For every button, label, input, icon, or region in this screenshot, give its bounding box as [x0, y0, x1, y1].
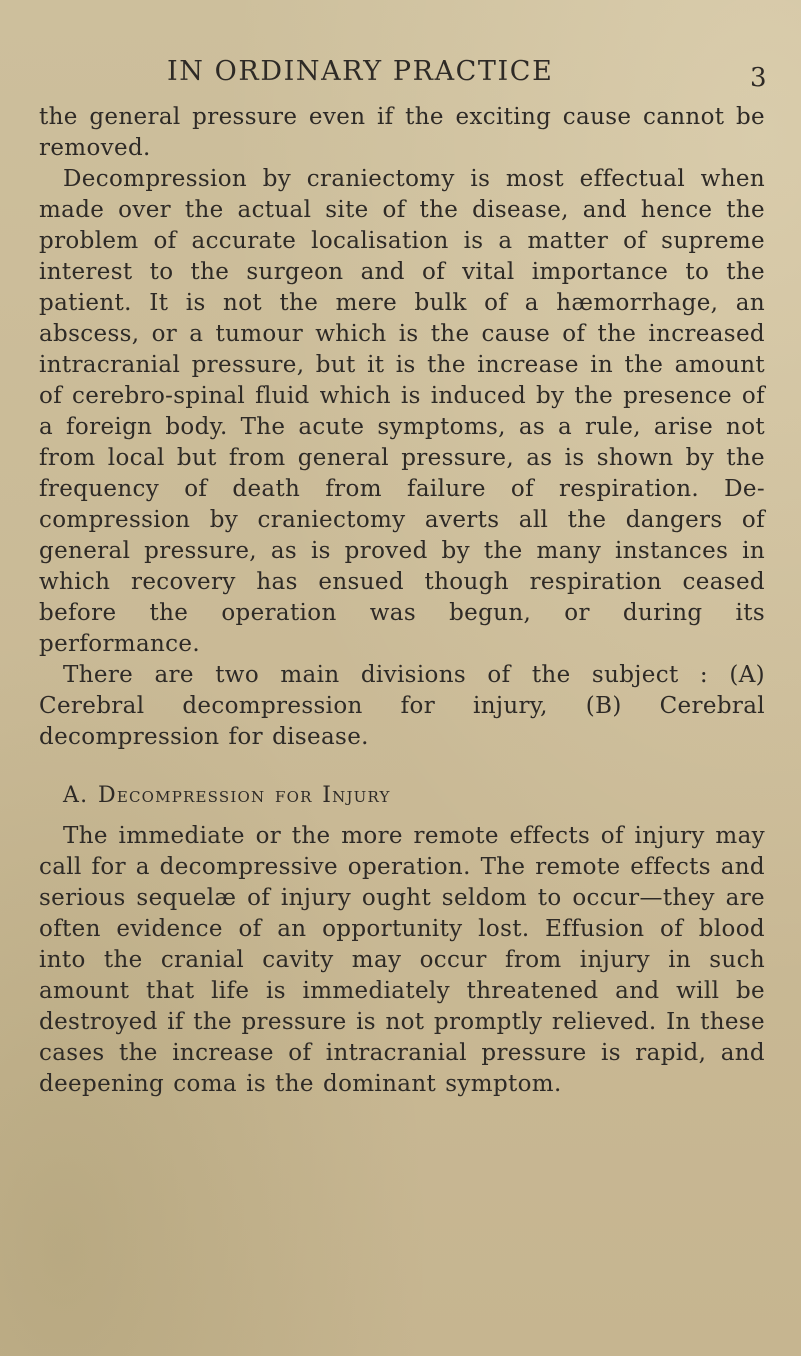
running-head [0, 52, 801, 92]
section-heading: A. Decompression for Injury [63, 783, 391, 808]
body-text [39, 102, 765, 1100]
paragraph-main-divisions: There are two main divisions of the subject : (A) Cerebral decompression for injury, (B) Cerebral decompression for disease. [39, 662, 765, 750]
paragraph-injury-effects: The immediate or the more remote effects of injury may call for a decompressive operation. The remote effects and serious sequelæ of injury ought seldom to occur—they are often evidence of an opportunity lost. Effusion of blood into the cranial cavity may occur from injury in such amount that life is immediately threatened and will be destroyed if the pressure is not promptly relieved. In these cases the increase of intracranial pressure is rapid, and deepening coma is the dominant symptom. [39, 823, 765, 1097]
running-title: IN ORDINARY PRACTICE [167, 56, 554, 87]
paragraph-continuation: the general pressure even if the exciting cause cannot be removed. [39, 104, 765, 161]
paragraph-decompression-localisation: Decompression by craniectomy is most effectual when made over the actual site of the disease, and hence the problem of accurate localisation is a matter of supreme interest to the surgeon and of vital importance to the patient. It is not the mere bulk of a hæmorrhage, an abscess, or a tumour which is the cause of the increased intracranial pressure, but it is the increase in the amount of cerebro-spinal fluid which is induced by the presence of a foreign body. The acute symptoms, as a rule, arise not from local but from general pressure, as is shown by the frequency of death from failure of respiration. De- compression by craniectomy averts all the dangers of general pressure, as is proved by the many instances in which recovery has ensued though respiration ceased before the operation was begun, or during its performance. [39, 166, 765, 657]
page-number: 3 [750, 63, 767, 93]
